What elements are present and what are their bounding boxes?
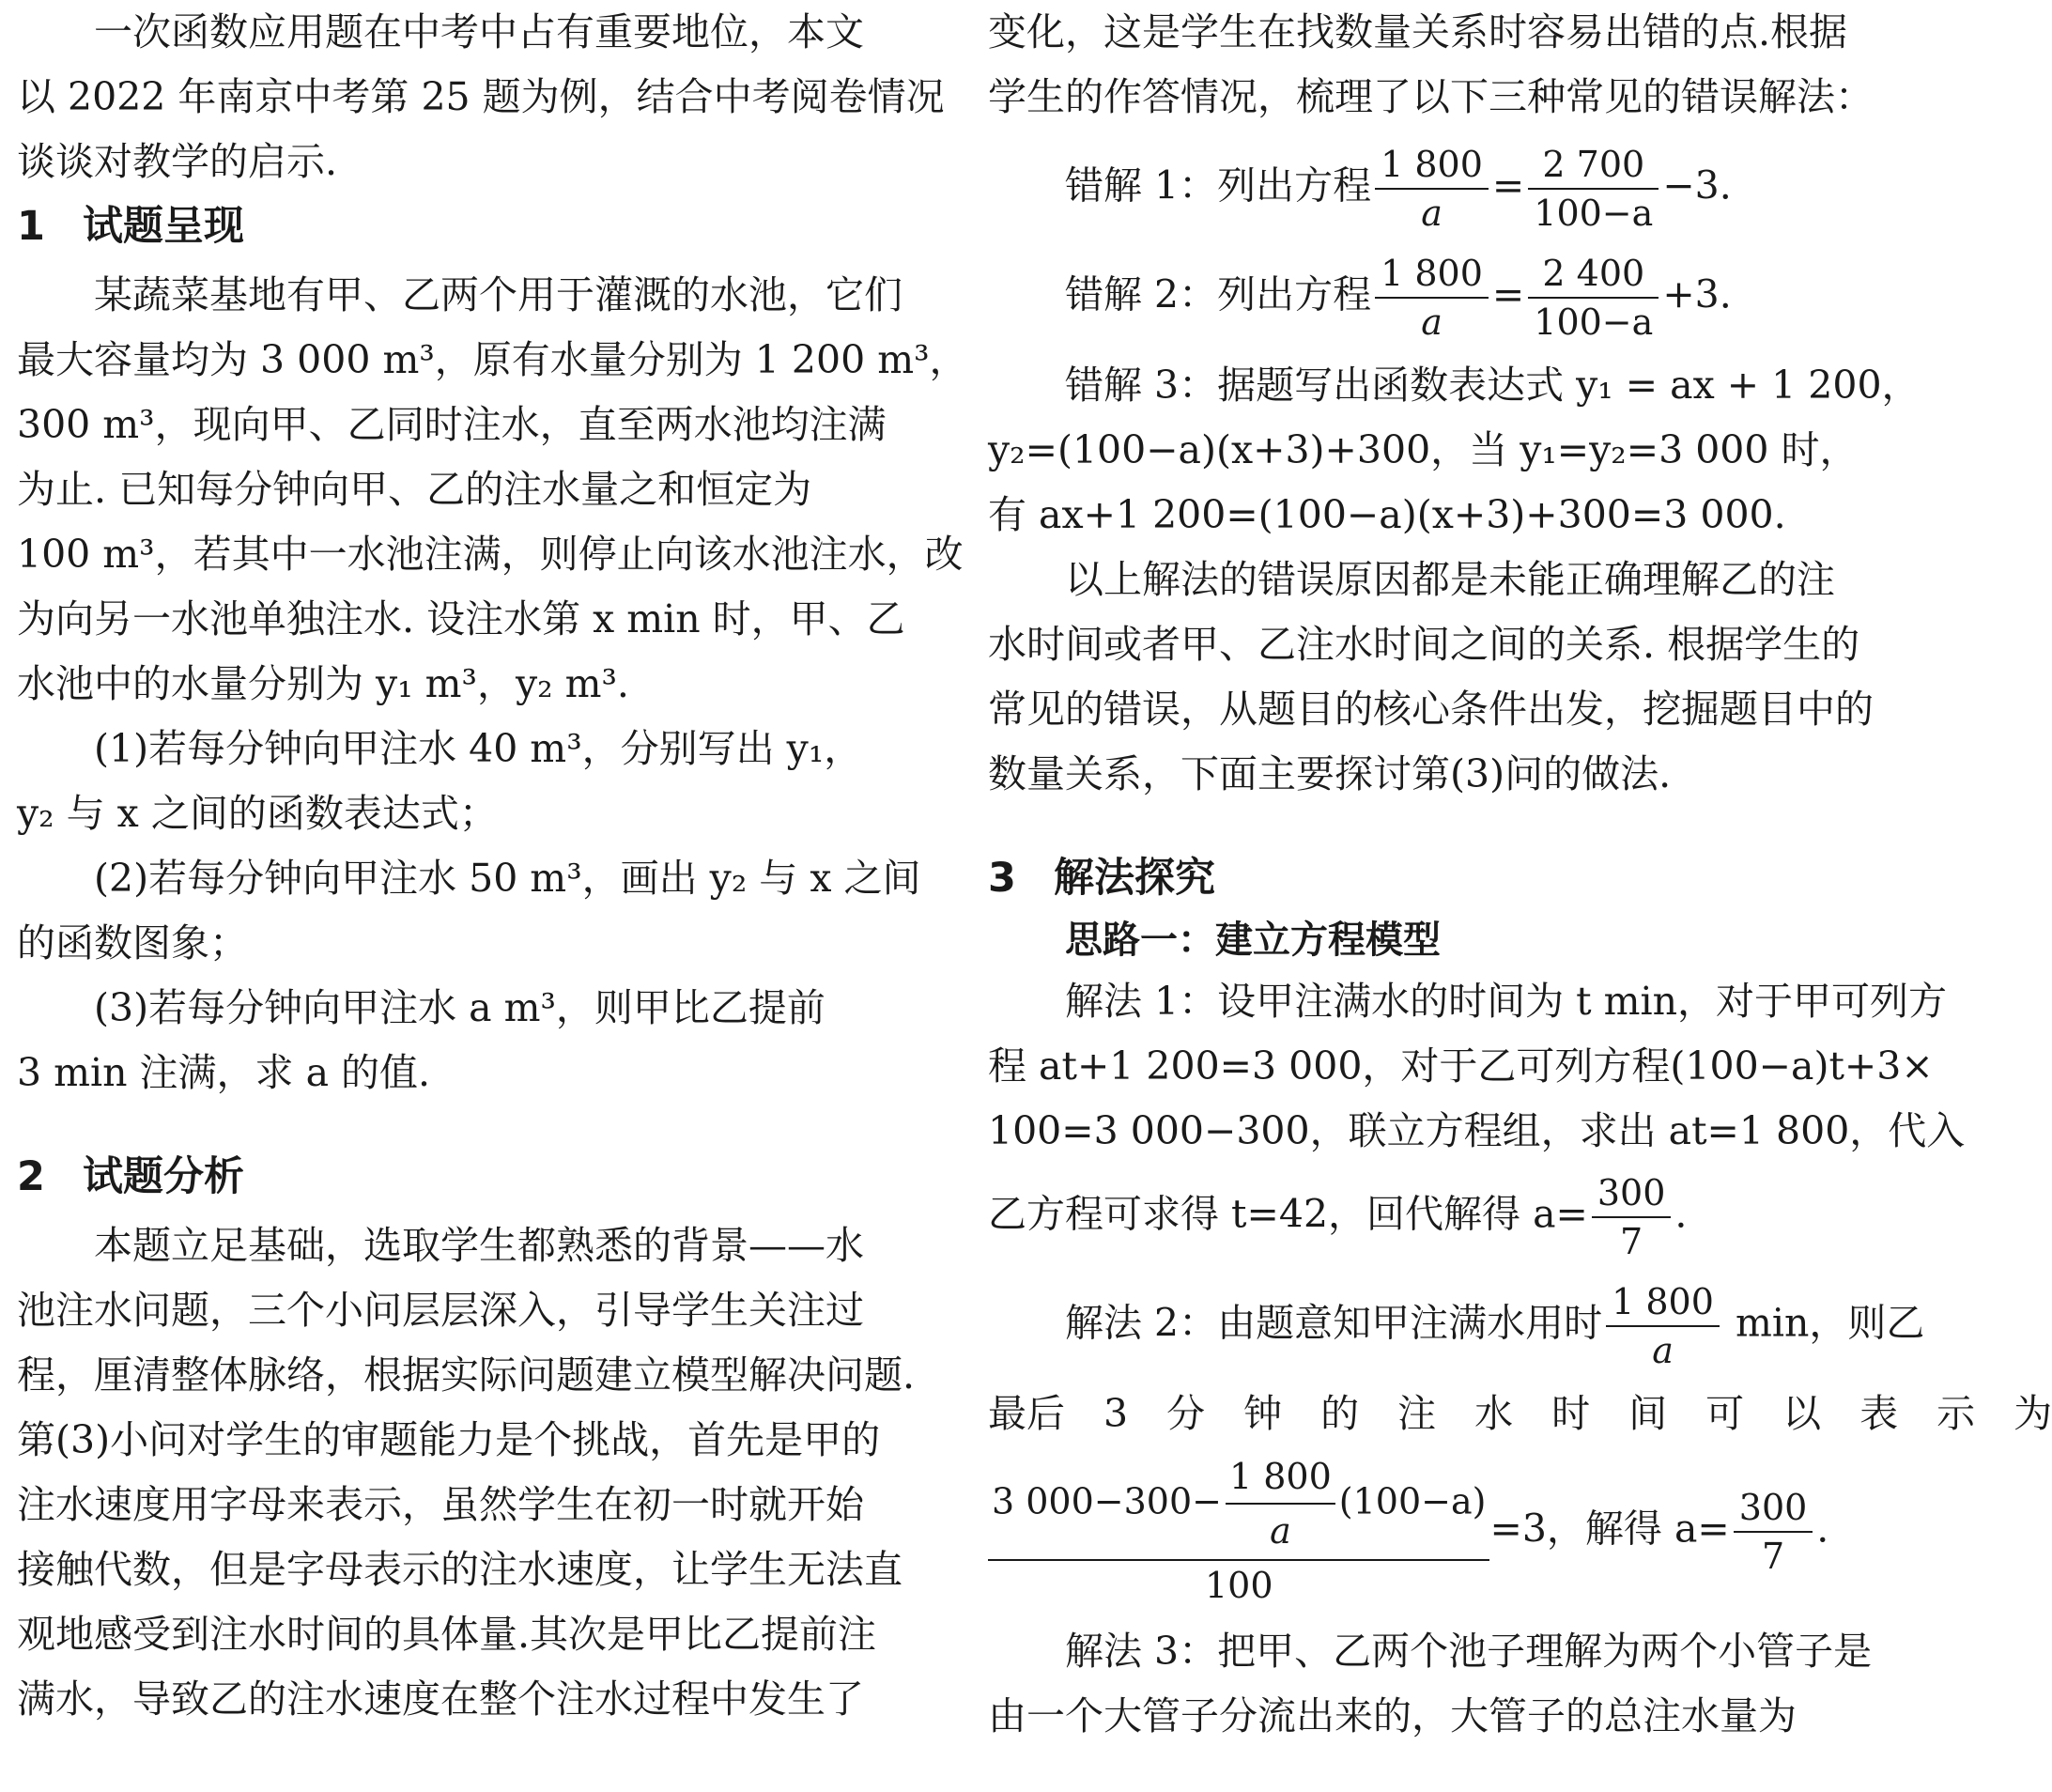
- denominator: 100−a: [1534, 193, 1654, 234]
- text-line: 有 ax+1 200=(100−a)(x+3)+300=3 000.: [988, 492, 1786, 537]
- section-number: 1: [17, 203, 45, 250]
- text-line: 一次函数应用题在中考中占有重要地位，本文: [94, 9, 864, 54]
- text-segment: (100−a): [1338, 1480, 1487, 1522]
- denominator: a: [1270, 1510, 1291, 1552]
- fraction: [1592, 1171, 1672, 1263]
- question-3: [17, 976, 909, 1105]
- text-line: 水池中的水量分别为 y₁ m³，y₂ m³.: [17, 661, 629, 706]
- text-line: 某蔬菜基地有甲、乙两个用于灌溉的水池，它们: [94, 272, 903, 317]
- fraction: [1375, 252, 1489, 344]
- text-line: 学生的作答情况，梳理了以下三种常见的错误解法：: [988, 74, 1874, 119]
- text-line: 观地感受到注水时间的具体量.其次是甲比乙提前注: [17, 1612, 877, 1657]
- numerator: 1 800: [1375, 252, 1489, 299]
- section-heading-3: [988, 846, 1880, 911]
- text-line: 为止. 已知每分钟向甲、乙的注水量之和恒定为: [17, 467, 812, 512]
- denominator: a: [1421, 301, 1443, 343]
- numerator: 1 800: [1375, 143, 1489, 190]
- text-line: 300 m³，现向甲、乙同时注水，直至两水池均注满: [17, 402, 887, 447]
- text-line: 3 min 注满，求 a 的值.: [17, 1050, 431, 1095]
- denominator: 100−a: [1534, 301, 1654, 343]
- denominator: 7: [1761, 1536, 1785, 1577]
- numerator: 300: [1592, 1171, 1672, 1218]
- text-line: y₂=(100−a)(x+3)+300，当 y₁=y₂=3 000 时，: [988, 427, 1859, 472]
- section-number: 2: [17, 1153, 45, 1200]
- equals-sign: =: [1491, 271, 1525, 317]
- text-line: 程，厘清整体脉络，根据实际问题建立模型解决问题.: [17, 1352, 916, 1398]
- wrong-solution-1: [988, 143, 1880, 235]
- text-line: 最后 3 分 钟 的 注 水 时 间 可 以 表 示 为: [988, 1391, 2052, 1436]
- text-line: 满水，导致乙的注水速度在整个注水过程中发生了: [17, 1676, 864, 1722]
- section-number: 3: [988, 855, 1016, 902]
- solution-2-equation: [988, 1454, 1880, 1610]
- fraction: [1528, 252, 1659, 344]
- text-segment: 解法 2：由题意知甲注满水用时: [1065, 1300, 1603, 1346]
- intro-paragraph: [17, 0, 945, 194]
- section-title: 试题分析: [83, 1153, 244, 1200]
- text-line: 最大容量均为 3 000 m³，原有水量分别为 1 200 m³，: [17, 337, 968, 382]
- fraction: [1606, 1280, 1720, 1372]
- text-segment: min，则乙: [1722, 1300, 1925, 1346]
- text-line: (3)若每分钟向甲注水 a m³，则甲比乙提前: [94, 985, 825, 1030]
- question-1: [17, 717, 909, 846]
- solution-3: [988, 1619, 1880, 1749]
- section-heading-1: [17, 194, 909, 259]
- fraction: [1734, 1486, 1813, 1578]
- left-column: [17, 0, 968, 1732]
- text-line: 100=3 000−300，联立方程组，求出 at=1 800，代入: [988, 1108, 1966, 1153]
- text-line: 解法 3：把甲、乙两个池子理解为两个小管子是: [1065, 1629, 1873, 1674]
- wrong-solution-3: [988, 353, 1921, 548]
- numerator: 1 800: [1226, 1454, 1335, 1505]
- text-line: 数量关系，下面主要探讨第(3)问的做法.: [988, 751, 1672, 796]
- text-line: 以 2022 年南京中考第 25 题为例，结合中考阅卷情况: [17, 74, 945, 119]
- fraction: [1226, 1454, 1335, 1555]
- fraction: [1375, 143, 1489, 235]
- text-line: (1)若每分钟向甲注水 40 m³，分别写出 y₁，: [94, 726, 863, 771]
- denominator: a: [1652, 1330, 1674, 1371]
- solution-2-line-1: [988, 1280, 1925, 1372]
- section-heading-2: [17, 1145, 909, 1210]
- fraction: [1528, 143, 1659, 235]
- text-segment: .: [1674, 1191, 1688, 1237]
- idea-heading: 思路一：建立方程模型: [1065, 919, 1441, 962]
- text-segment: =3，解得 a=: [1489, 1506, 1730, 1552]
- compound-fraction: [988, 1454, 1489, 1610]
- section-title: 解法探究: [1054, 855, 1215, 902]
- denominator: 7: [1620, 1221, 1643, 1262]
- text-line: y₂ 与 x 之间的函数表达式；: [17, 791, 498, 836]
- text-line: 注水速度用字母来表示，虽然学生在初一时就开始: [17, 1482, 864, 1527]
- text-line: 为向另一水池单独注水. 设注水第 x min 时，甲、乙: [17, 596, 905, 641]
- denominator: 100: [1204, 1565, 1273, 1606]
- text-line: 本题立足基础，选取学生都熟悉的背景——水: [94, 1223, 864, 1268]
- equation-tail: −3.: [1662, 162, 1732, 209]
- text-segment: 3 000−300−: [992, 1480, 1222, 1522]
- right-column: [988, 0, 2052, 1749]
- text-line: 程 at+1 200=3 000，对于乙可列方程(100−a)t+3×: [988, 1043, 1934, 1089]
- analysis-paragraph: [17, 1213, 916, 1732]
- numerator: 2 700: [1528, 143, 1659, 190]
- text-line: 谈谈对教学的启示.: [17, 139, 338, 184]
- text-line: 100 m³，若其中一水池注满，则停止向该水池注水，改: [17, 532, 964, 577]
- equation-tail: +3.: [1662, 271, 1732, 317]
- text-line: 接触代数，但是字母表示的注水速度，让学生无法直: [17, 1547, 903, 1592]
- reason-paragraph: [988, 548, 1880, 807]
- text-line: 常见的错误，从题目的核心条件出发，挖掘题目中的: [988, 687, 1874, 732]
- text-line: 以上解法的错误原因都是未能正确理解乙的注: [1065, 557, 1835, 602]
- text-line: 错解 3：据题写出函数表达式 y₁ = ax + 1 200，: [1065, 363, 1921, 408]
- solution-1: [988, 969, 1966, 1263]
- text-segment: .: [1816, 1506, 1829, 1552]
- text-line: 池注水问题，三个小问层层深入，引导学生关注过: [17, 1288, 864, 1333]
- label-text: 错解 2：列出方程: [1065, 271, 1372, 317]
- problem-paragraph: [17, 263, 968, 717]
- text-line: 水时间或者甲、乙注水时间之间的关系. 根据学生的: [988, 622, 1860, 667]
- denominator: a: [1421, 193, 1443, 234]
- continuation-paragraph: [988, 0, 1880, 130]
- numerator: 1 800: [1606, 1280, 1720, 1327]
- text-line: 变化，这是学生在找数量关系时容易出错的点.根据: [988, 9, 1848, 54]
- numerator: 300: [1734, 1486, 1813, 1533]
- wrong-solution-2: [988, 252, 1880, 344]
- label-text: 错解 1：列出方程: [1065, 162, 1372, 209]
- equals-sign: =: [1491, 162, 1525, 209]
- section-title: 试题呈现: [83, 203, 244, 250]
- text-line: 由一个大管子分流出来的，大管子的总注水量为: [988, 1693, 1797, 1738]
- solution-2: [988, 1280, 2052, 1610]
- numerator: [988, 1454, 1489, 1561]
- numerator: 2 400: [1528, 252, 1659, 299]
- text-line: 的函数图象；: [17, 920, 248, 966]
- question-2: [17, 846, 921, 976]
- text-segment: 乙方程可求得 t=42，回代解得 a=: [988, 1191, 1588, 1237]
- text-line: 第(3)小问对学生的审题能力是个挑战，首先是甲的: [17, 1417, 881, 1462]
- solution-1-result: [988, 1171, 1880, 1263]
- text-line: (2)若每分钟向甲注水 50 m³，画出 y₂ 与 x 之间: [94, 856, 921, 901]
- text-line: 解法 1：设甲注满水的时间为 t min，对于甲可列方: [1065, 979, 1948, 1024]
